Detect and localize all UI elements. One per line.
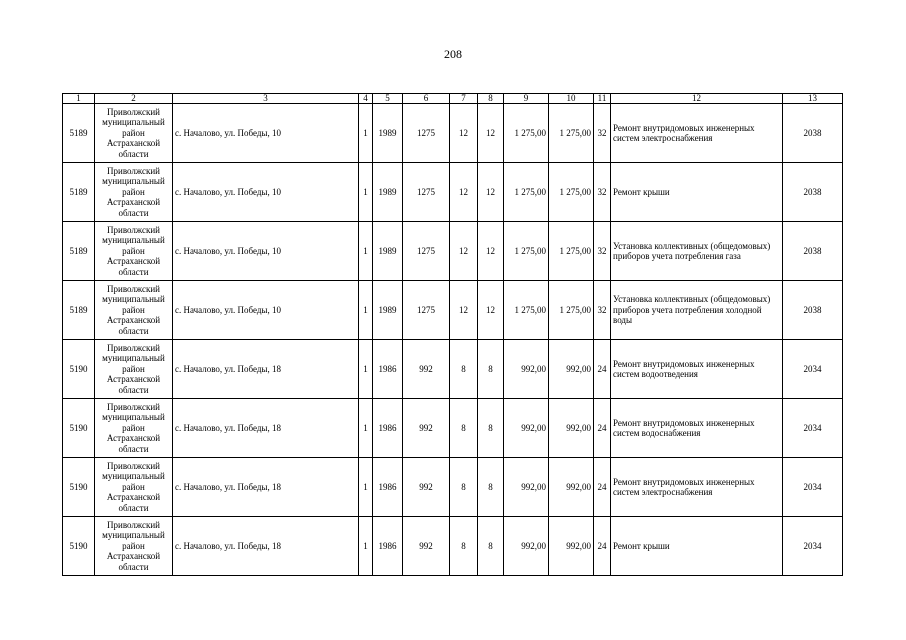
cell-id: 5190 xyxy=(63,458,95,517)
cell-col8: 8 xyxy=(478,458,504,517)
column-number: 13 xyxy=(783,94,843,104)
cell-col8: 8 xyxy=(478,340,504,399)
cell-col6: 1275 xyxy=(403,163,450,222)
column-number: 3 xyxy=(173,94,359,104)
cell-id: 5189 xyxy=(63,222,95,281)
cell-col4: 1 xyxy=(359,104,373,163)
cell-district: Приволжский муниципальный район Астраханской области xyxy=(95,163,173,222)
cell-year-planned: 2038 xyxy=(783,281,843,340)
cell-col10: 992,00 xyxy=(549,399,594,458)
cell-col6: 992 xyxy=(403,517,450,576)
cell-district: Приволжский муниципальный район Астраханской области xyxy=(95,104,173,163)
column-number: 11 xyxy=(594,94,611,104)
cell-col11: 32 xyxy=(594,104,611,163)
cell-year-planned: 2034 xyxy=(783,340,843,399)
cell-col4: 1 xyxy=(359,222,373,281)
cell-id: 5190 xyxy=(63,399,95,458)
column-number: 7 xyxy=(450,94,478,104)
cell-col6: 1275 xyxy=(403,104,450,163)
table-row xyxy=(63,458,843,517)
cell-col9: 992,00 xyxy=(504,458,549,517)
cell-col7: 8 xyxy=(450,340,478,399)
cell-district: Приволжский муниципальный район Астраханской области xyxy=(95,281,173,340)
cell-id: 5189 xyxy=(63,281,95,340)
cell-year-planned: 2034 xyxy=(783,399,843,458)
cell-id: 5190 xyxy=(63,340,95,399)
cell-col4: 1 xyxy=(359,517,373,576)
table-row xyxy=(63,163,843,222)
cell-address: с. Началово, ул. Победы, 18 xyxy=(173,340,359,399)
cell-col10: 992,00 xyxy=(549,458,594,517)
cell-col7: 8 xyxy=(450,458,478,517)
cell-col10: 992,00 xyxy=(549,517,594,576)
cell-col7: 12 xyxy=(450,163,478,222)
cell-col11: 24 xyxy=(594,399,611,458)
cell-work-type: Ремонт внутридомовых инженерных систем электроснабжения xyxy=(611,458,783,517)
cell-col11: 24 xyxy=(594,458,611,517)
table-row xyxy=(63,399,843,458)
cell-district: Приволжский муниципальный район Астраханской области xyxy=(95,399,173,458)
column-number: 12 xyxy=(611,94,783,104)
page-number: 208 xyxy=(444,47,462,61)
cell-col11: 32 xyxy=(594,281,611,340)
cell-col9: 992,00 xyxy=(504,517,549,576)
cell-address: с. Началово, ул. Победы, 10 xyxy=(173,163,359,222)
cell-district: Приволжский муниципальный район Астраханской области xyxy=(95,458,173,517)
cell-work-type: Ремонт крыши xyxy=(611,163,783,222)
cell-col4: 1 xyxy=(359,163,373,222)
cell-col11: 24 xyxy=(594,340,611,399)
cell-col9: 1 275,00 xyxy=(504,222,549,281)
cell-district: Приволжский муниципальный район Астраханской области xyxy=(95,340,173,399)
cell-district: Приволжский муниципальный район Астраханской области xyxy=(95,222,173,281)
cell-col10: 1 275,00 xyxy=(549,163,594,222)
cell-address: с. Началово, ул. Победы, 18 xyxy=(173,458,359,517)
cell-col10: 1 275,00 xyxy=(549,104,594,163)
column-number-row xyxy=(63,94,843,104)
cell-col6: 992 xyxy=(403,399,450,458)
cell-col9: 1 275,00 xyxy=(504,104,549,163)
table-row xyxy=(63,340,843,399)
cell-work-type: Ремонт внутридомовых инженерных систем водоотведения xyxy=(611,340,783,399)
cell-year: 1989 xyxy=(373,163,403,222)
cell-work-type: Установка коллективных (общедомовых) приборов учета потребления холодной воды xyxy=(611,281,783,340)
cell-col9: 1 275,00 xyxy=(504,281,549,340)
cell-id: 5190 xyxy=(63,517,95,576)
cell-col11: 32 xyxy=(594,163,611,222)
cell-year: 1986 xyxy=(373,517,403,576)
column-number: 1 xyxy=(63,94,95,104)
cell-year-planned: 2038 xyxy=(783,163,843,222)
cell-col10: 1 275,00 xyxy=(549,222,594,281)
cell-col8: 12 xyxy=(478,104,504,163)
cell-col9: 1 275,00 xyxy=(504,163,549,222)
cell-col8: 12 xyxy=(478,222,504,281)
cell-col7: 12 xyxy=(450,281,478,340)
table-row xyxy=(63,517,843,576)
column-number: 4 xyxy=(359,94,373,104)
table-row xyxy=(63,104,843,163)
cell-work-type: Установка коллективных (общедомовых) приборов учета потребления газа xyxy=(611,222,783,281)
cell-col6: 1275 xyxy=(403,222,450,281)
table-row xyxy=(63,281,843,340)
cell-year: 1989 xyxy=(373,281,403,340)
cell-year-planned: 2038 xyxy=(783,222,843,281)
cell-id: 5189 xyxy=(63,163,95,222)
cell-col7: 12 xyxy=(450,104,478,163)
cell-col9: 992,00 xyxy=(504,399,549,458)
cell-col11: 32 xyxy=(594,222,611,281)
cell-year: 1986 xyxy=(373,399,403,458)
cell-col6: 992 xyxy=(403,458,450,517)
cell-col4: 1 xyxy=(359,281,373,340)
cell-work-type: Ремонт внутридомовых инженерных систем водоснабжения xyxy=(611,399,783,458)
cell-year-planned: 2034 xyxy=(783,458,843,517)
cell-year-planned: 2034 xyxy=(783,517,843,576)
cell-col7: 12 xyxy=(450,222,478,281)
cell-address: с. Началово, ул. Победы, 10 xyxy=(173,281,359,340)
cell-col9: 992,00 xyxy=(504,340,549,399)
cell-col7: 8 xyxy=(450,517,478,576)
cell-address: с. Началово, ул. Победы, 18 xyxy=(173,517,359,576)
cell-col6: 992 xyxy=(403,340,450,399)
cell-col8: 8 xyxy=(478,517,504,576)
cell-col10: 992,00 xyxy=(549,340,594,399)
cell-col11: 24 xyxy=(594,517,611,576)
cell-id: 5189 xyxy=(63,104,95,163)
cell-year: 1986 xyxy=(373,458,403,517)
column-number: 9 xyxy=(504,94,549,104)
cell-col4: 1 xyxy=(359,340,373,399)
cell-work-type: Ремонт внутридомовых инженерных систем электроснабжения xyxy=(611,104,783,163)
column-number: 8 xyxy=(478,94,504,104)
cell-col6: 1275 xyxy=(403,281,450,340)
cell-col4: 1 xyxy=(359,399,373,458)
table-body xyxy=(63,94,843,576)
cell-address: с. Началово, ул. Победы, 18 xyxy=(173,399,359,458)
cell-year: 1986 xyxy=(373,340,403,399)
cell-year: 1989 xyxy=(373,104,403,163)
cell-year: 1989 xyxy=(373,222,403,281)
cell-address: с. Началово, ул. Победы, 10 xyxy=(173,222,359,281)
cell-col8: 12 xyxy=(478,281,504,340)
cell-work-type: Ремонт крыши xyxy=(611,517,783,576)
column-number: 2 xyxy=(95,94,173,104)
cell-district: Приволжский муниципальный район Астраханской области xyxy=(95,517,173,576)
column-number: 10 xyxy=(549,94,594,104)
cell-address: с. Началово, ул. Победы, 10 xyxy=(173,104,359,163)
registry-table xyxy=(62,93,843,576)
cell-col4: 1 xyxy=(359,458,373,517)
cell-year-planned: 2038 xyxy=(783,104,843,163)
cell-col8: 8 xyxy=(478,399,504,458)
table-row xyxy=(63,222,843,281)
cell-col10: 1 275,00 xyxy=(549,281,594,340)
column-number: 6 xyxy=(403,94,450,104)
cell-col8: 12 xyxy=(478,163,504,222)
cell-col7: 8 xyxy=(450,399,478,458)
column-number: 5 xyxy=(373,94,403,104)
